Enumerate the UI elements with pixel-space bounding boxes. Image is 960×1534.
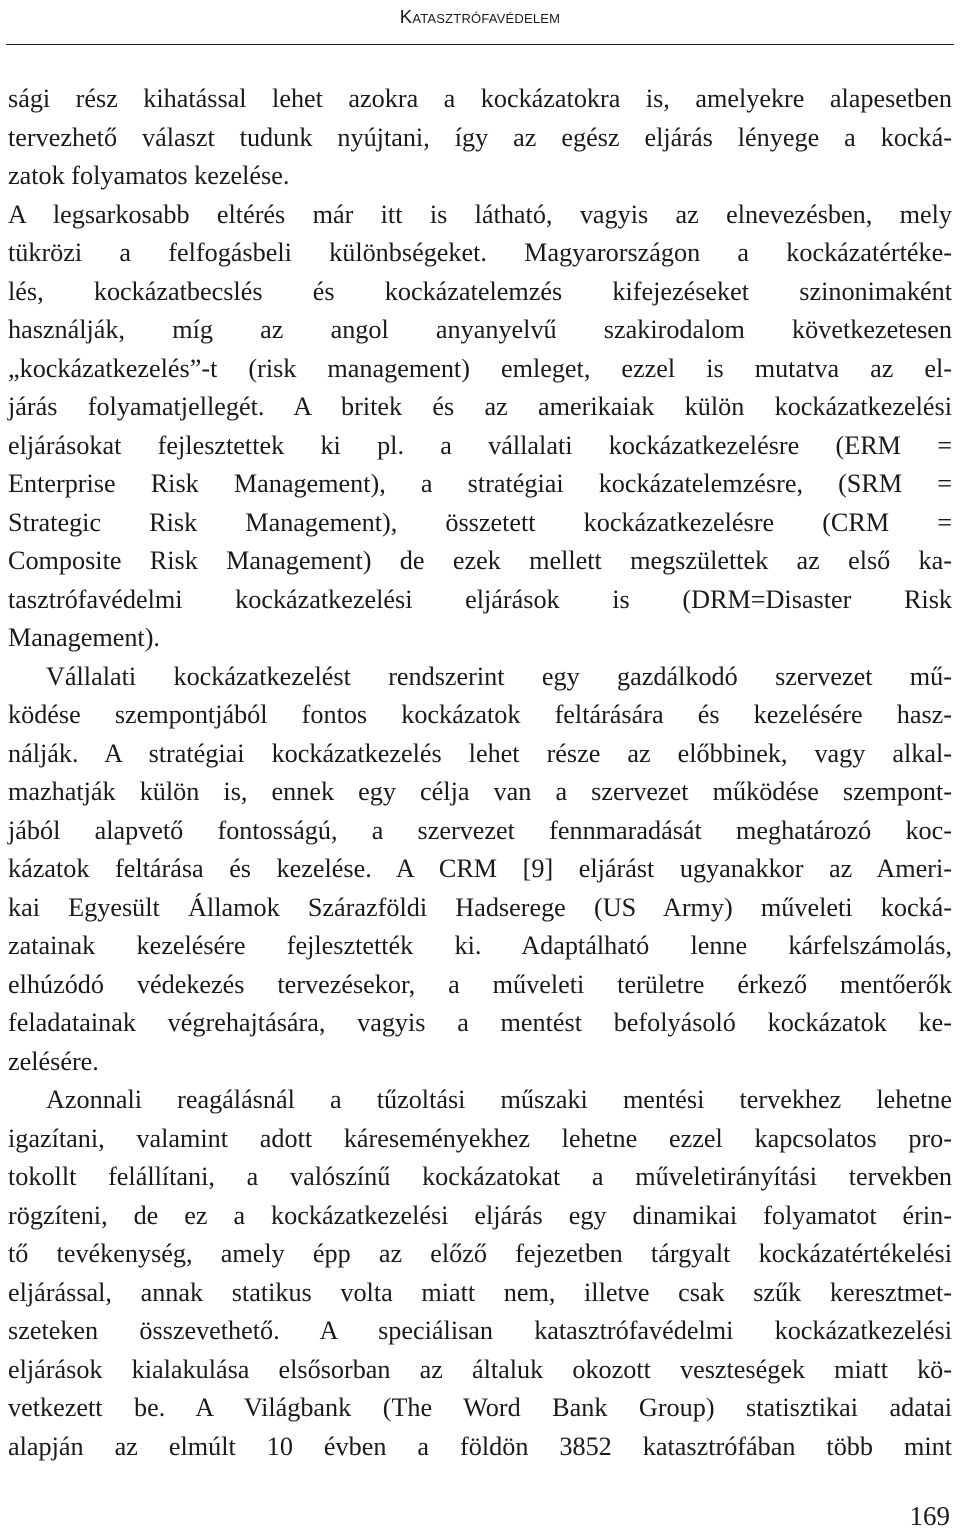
text-line: tő tevékenység, amely épp az előző fejezetben tárgyalt kockázatértékelési: [8, 1239, 952, 1268]
text-line: Composite Risk Management) de ezek mellett megszülettek az első ka-: [8, 546, 952, 575]
running-header: [0, 4, 960, 42]
text-line: zatainak kezelésére fejlesztették ki. Adaptálható lenne kárfelszámolás,: [8, 931, 952, 960]
text-line: tasztrófavédelmi kockázatkezelési eljárások is (DRM=Disaster Risk: [8, 584, 952, 614]
text-line: elhúzódó védekezés tervezésekor, a műveleti területre érkező mentőerők: [8, 969, 952, 999]
header-divider: [6, 44, 954, 45]
text-line: zatok folyamatos kezelése.: [8, 161, 290, 190]
text-line: „kockázatkezelés”-t (risk management) emleget, ezzel is mutatva az el-: [8, 353, 952, 383]
text-line: zelésére.: [8, 1046, 99, 1076]
text-line: tükrözi a felfogásbeli különbségeket. Magyarországon a kockázatértéke-: [8, 238, 952, 267]
running-title: Katasztrófavédelem: [399, 6, 561, 27]
text-line: kázatok feltárása és kezelése. A CRM [9] eljárást ugyanakkor az Ameri-: [8, 854, 952, 883]
text-line: eljárások kialakulása elsősorban az általuk okozott veszteségek miatt kö-: [8, 1354, 952, 1384]
text-line: szeteken összevethető. A speciálisan katasztrófavédelmi kockázatkezelési: [8, 1316, 952, 1345]
text-line: tervezhető választ tudunk nyújtani, így az egész eljárás lényege a kocká-: [8, 122, 952, 152]
page-number: 169: [909, 1501, 950, 1531]
body-text: [8, 80, 952, 1466]
text-line: sági rész kihatással lehet azokra a kockázatokra is, amelyekre alapesetben: [8, 84, 952, 113]
text-line: kai Egyesült Államok Szárazföldi Hadserege (US Army) műveleti kocká-: [8, 892, 952, 922]
text-line: nálják. A stratégiai kockázatkezelés lehet része az előbbinek, vagy alkal-: [8, 738, 952, 768]
text-line: járás folyamatjellegét. A britek és az amerikaiak külön kockázatkezelési: [8, 392, 952, 421]
text-line: A legsarkosabb eltérés már itt is látható, vagyis az elnevezésben, mely: [8, 199, 952, 229]
text-line: ködése szempontjából fontos kockázatok feltárására és kezelésére hasz-: [8, 700, 952, 729]
text-line: jából alapvető fontosságú, a szervezet fennmaradását meghatározó koc-: [8, 815, 952, 845]
text-line: Enterprise Risk Management), a stratégiai kockázatelemzésre, (SRM =: [8, 469, 952, 498]
text-line: Management).: [8, 623, 160, 652]
text-line: eljárásokat fejlesztettek ki pl. a vállalati kockázatkezelésre (ERM =: [8, 430, 952, 460]
text-line: rögzíteni, de ez a kockázatkezelési eljárás egy dinamikai folyamatot érin-: [8, 1200, 952, 1230]
text-line: vetkezett be. A Világbank (The Word Bank Group) statisztikai adatai: [8, 1393, 952, 1422]
text-line: Strategic Risk Management), összetett kockázatkezelésre (CRM =: [8, 507, 952, 537]
text-line: alapján az elmúlt 10 évben a földön 3852 katasztrófában több mint: [8, 1431, 952, 1461]
text-line: tokollt felállítani, a valószínű kockázatokat a műveletirányítási tervekben: [8, 1162, 952, 1191]
text-line: Azonnali reagálásnál a tűzoltási műszaki mentési tervekhez lehetne: [46, 1085, 952, 1114]
text-line: mazhatják külön is, ennek egy célja van a szervezet működése szempont-: [8, 777, 952, 806]
text-line: lés, kockázatbecslés és kockázatelemzés kifejezéseket szinonimaként: [8, 276, 952, 306]
text-line: Vállalati kockázatkezelést rendszerint egy gazdálkodó szervezet mű-: [46, 661, 952, 691]
text-line: használják, míg az angol anyanyelvű szakirodalom következetesen: [8, 315, 952, 344]
text-line: feladatainak végrehajtására, vagyis a mentést befolyásoló kockázatok ke-: [8, 1008, 952, 1037]
text-line: eljárással, annak statikus volta miatt nem, illetve csak szűk keresztmet-: [8, 1277, 952, 1307]
text-line: igazítani, valamint adott káreseményekhez lehetne ezzel kapcsolatos pro-: [8, 1123, 952, 1153]
